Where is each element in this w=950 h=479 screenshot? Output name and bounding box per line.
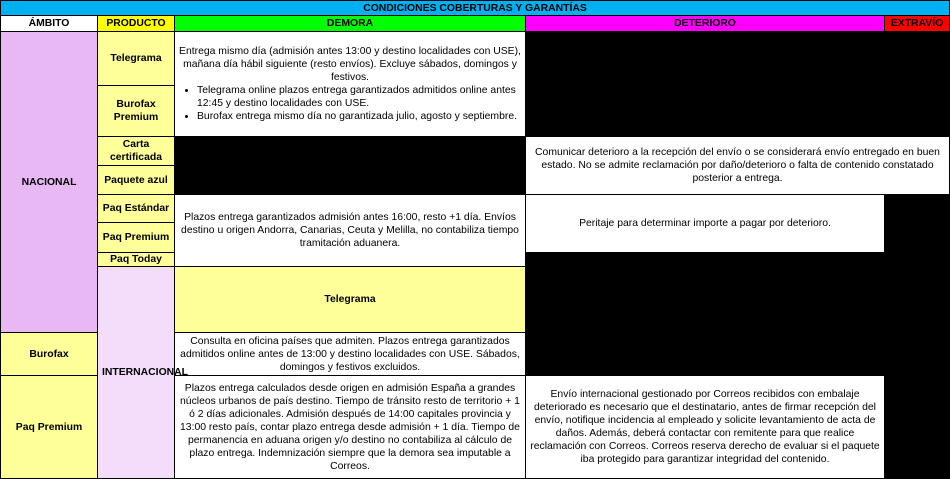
no-coverage-block <box>885 195 950 376</box>
demora-bullet-burofax: • Burofax entrega mismo día no garantizada julio, agosto y septiembre. <box>197 110 521 123</box>
no-coverage-block <box>175 137 526 195</box>
product-int-paq-premium: Paq Premium <box>1 376 98 479</box>
product-int-burofax: Burofax <box>1 333 98 376</box>
product-paquete-azul: Paquete azul <box>98 166 175 195</box>
demora-int-burofax: Consulta en oficina países que admiten. Plazos entrega garantizados admitidos online antes de 13:00 y destino localidades con USE. Sábados, domingos y festivos excluidos. <box>175 333 526 376</box>
product-carta-certificada: Carta certificada <box>98 137 175 166</box>
product-burofax-premium: Burofax Premium <box>98 86 175 137</box>
ambito-nacional: NACIONAL <box>1 32 98 333</box>
deterioro-carta-paquete: Comunicar deterioro a la recepción del envío o se considerará envío entregado en buen estado. No se admite reclamación por daño/deterioro o falta de contenido constatado posterior a entrega. <box>526 137 950 195</box>
header-producto: PRODUCTO <box>98 16 175 32</box>
no-coverage-block <box>885 376 950 479</box>
header-extravio: EXTRAVÍO <box>885 16 950 32</box>
product-paq-today: Paq Today <box>98 253 175 267</box>
product-paq-premium: Paq Premium <box>98 223 175 253</box>
demora-telegrama-burofax-intro: Entrega mismo día (admisión antes 13:00 y destino localidades con USE), mañana día hábil siguiente (resto envíos). Excluye sábados, domingos y festivos. <box>179 46 521 83</box>
demora-paq: Plazos entrega garantizados admisión antes 16:00, resto +1 día. Envíos destino u origen Andorra, Canarias, Ceuta y Melilla, no contabiliza tiempo tramitación aduanera. <box>175 195 526 267</box>
deterioro-paq: Peritaje para determinar importe a pagar por deterioro. <box>526 195 885 253</box>
demora-bullet-telegrama-online: • Telegrama online plazos entrega garantizados admitidos online antes 12:45 y destino localidades con USE. <box>197 84 521 110</box>
ambito-internacional: INTERNACIONAL <box>98 267 175 479</box>
header-demora: DEMORA <box>175 16 526 32</box>
product-int-telegrama: Telegrama <box>175 267 526 333</box>
deterioro-int-paq-premium: Envío internacional gestionado por Correos recibidos con embalaje deteriorado es necesario que el destinatario, antes de firmar recepción del envío, notifique incidencia al empleado y solicite levantamiento de acta de daños. Además, deberá contactar con remitente para que realice reclamación con Correos. Correos reserva derecho de evaluar si el paquete iba protegido para garantizar integridad del contenido. <box>526 376 885 479</box>
header-deterioro: DETERIORO <box>526 16 885 32</box>
product-telegrama: Telegrama <box>98 32 175 86</box>
table-title: CONDICIONES COBERTURAS Y GARANTÍAS <box>1 1 950 16</box>
product-paq-estandar: Paq Estándar <box>98 195 175 223</box>
no-coverage-block <box>526 253 885 376</box>
demora-telegrama-burofax <box>175 32 526 137</box>
demora-int-paq-premium: Plazos entrega calculados desde origen en admisión España a grandes núcleos urbanos de país destino. Tiempo de tránsito resto de territorio + 1 ó 2 días adicionales. Admisión después de 14:00 capitales provincia y 13:00 resto país, contar plazo entrega desde admisión + 1 día. Tiempo de permanencia en aduana origen y/o destino no contabiliza al cálculo de plazo entrega. Indemnización siempre que la demora sea imputable a Correos. <box>175 376 526 479</box>
demora-telegrama-burofax-list <box>179 84 521 123</box>
header-ambito: ÁMBITO <box>1 16 98 32</box>
no-coverage-block <box>526 32 950 137</box>
